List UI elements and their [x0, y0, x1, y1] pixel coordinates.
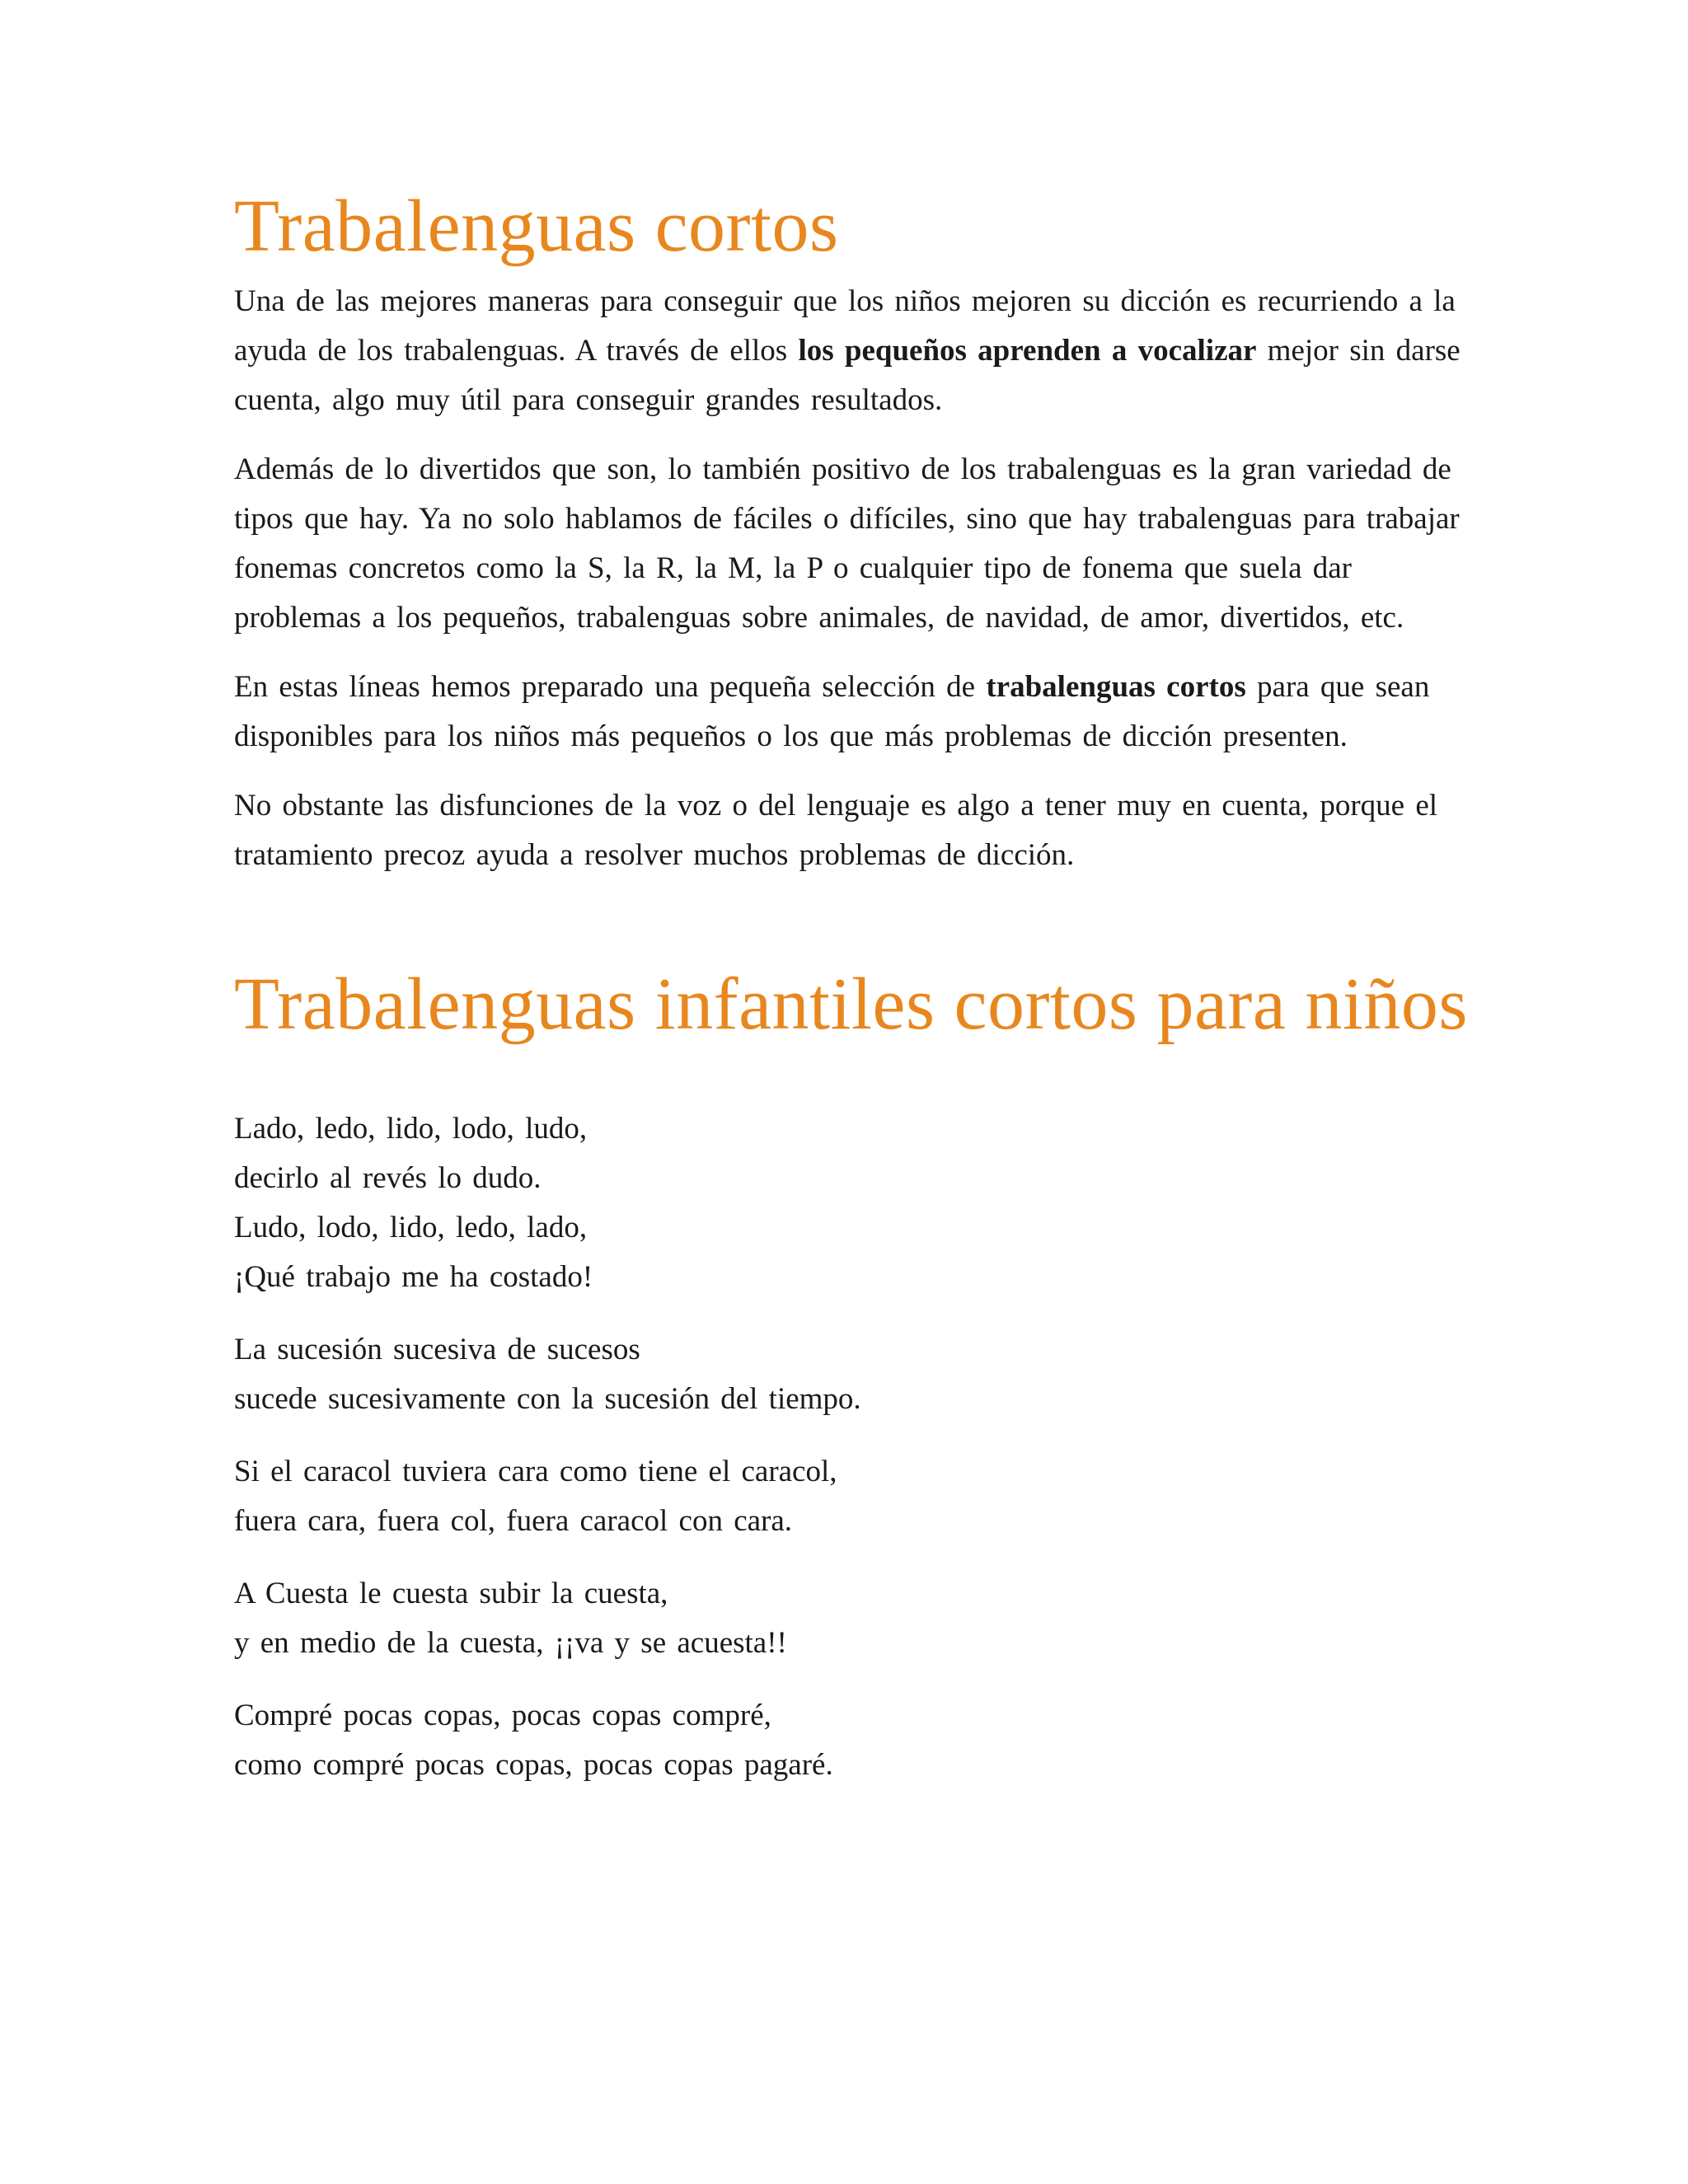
- verse-line: La sucesión sucesiva de sucesos: [234, 1333, 640, 1366]
- paragraph-text: para que sean disponibles para los niños más pequeños o los que más problemas de dicción presenten.: [234, 670, 1430, 753]
- treatment-paragraph: No obstante las disfunciones de la voz o del lenguaje es algo a tener muy en cuenta, porque el tratamiento precoz ayuda a resolver muchos problemas de dicción.: [234, 789, 1438, 872]
- tongue-twister: [234, 1569, 1470, 1668]
- section-trabalenguas-cortos: [234, 181, 1470, 880]
- verse-line: fuera cara, fuera col, fuera caracol con cara.: [234, 1504, 793, 1538]
- verse-line: y en medio de la cuesta, ¡¡va y se acuesta!!: [234, 1626, 787, 1660]
- verse-line: decirlo al revés lo dudo.: [234, 1161, 542, 1195]
- paragraph-text: En estas líneas hemos preparado una pequeña selección de: [234, 670, 987, 704]
- document-page: [234, 181, 1470, 1790]
- paragraph-text: mejor sin darse cuenta, algo muy útil para conseguir grandes resultados.: [234, 334, 1461, 417]
- verse-line: sucede sucesivamente con la sucesión del tiempo.: [234, 1382, 861, 1416]
- section-title: Trabalenguas cortos: [234, 185, 839, 267]
- bold-phrase: trabalenguas cortos: [986, 670, 1246, 704]
- verse-line: Compré pocas copas, pocas copas compré,: [234, 1699, 771, 1732]
- verse-line: Lado, ledo, lido, lodo, ludo,: [234, 1112, 588, 1146]
- verse-line: Si el caracol tuviera cara como tiene el caracol,: [234, 1455, 837, 1488]
- verse-line: A Cuesta le cuesta subir la cuesta,: [234, 1577, 668, 1610]
- variety-paragraph: Además de lo divertidos que son, lo también positivo de los trabalenguas es la gran variedad de tipos que hay. Ya no solo hablamos de fáciles o difíciles, sino que hay trabalenguas para trabajar fonemas concretos como la S, la R, la M, la P o cualquier tipo de fonema que suela dar problemas a los pequeños, trabalenguas sobre animales, de navidad, de amor, divertidos, etc.: [234, 452, 1460, 635]
- intro-paragraph: [234, 277, 1470, 425]
- tongue-twister: [234, 1691, 1470, 1790]
- paragraph-text: Una de las mejores maneras para conseguir que los niños mejoren su dicción es recurriendo a la ayuda de los trabalenguas. A través de ellos: [234, 284, 1456, 368]
- verse-line: como compré pocas copas, pocas copas pagaré.: [234, 1748, 833, 1782]
- selection-paragraph: [234, 663, 1470, 762]
- bold-phrase: los pequeños aprenden a vocalizar: [798, 334, 1257, 368]
- tongue-twister: [234, 1325, 1470, 1424]
- verse-line: Ludo, lodo, lido, ledo, lado,: [234, 1211, 588, 1244]
- section-trabalenguas-infantiles: [234, 959, 1470, 1790]
- tongue-twister: [234, 1447, 1470, 1546]
- tongue-twister: [234, 1104, 1470, 1302]
- section-title: Trabalenguas infantiles cortos para niños: [234, 963, 1468, 1045]
- verse-line: ¡Qué trabajo me ha costado!: [234, 1260, 593, 1294]
